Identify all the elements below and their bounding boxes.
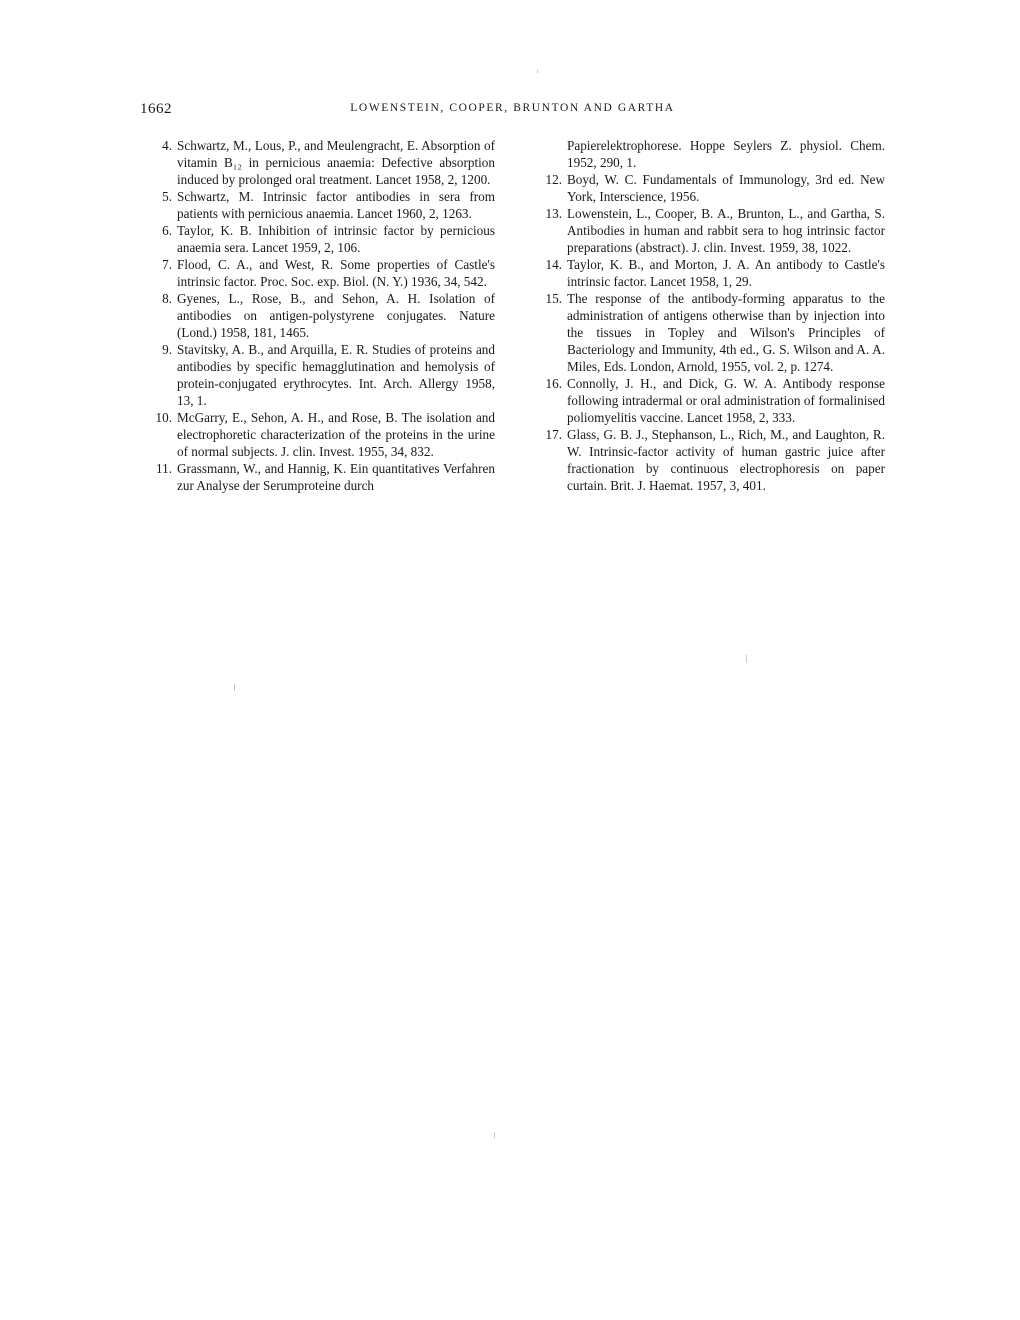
reference-item xyxy=(150,341,495,409)
reference-text: Boyd, W. C. Fundamentals of Immunology, 3rd ed. New York, Interscience, 1956. xyxy=(567,172,885,204)
reference-number: 5. xyxy=(162,189,172,204)
reference-text: Grassmann, W., and Hannig, K. Ein quantitatives Verfahren zur Analyse der Serumproteine durch xyxy=(177,461,495,493)
reference-item xyxy=(150,409,495,460)
reference-text: Schwartz, M. Intrinsic factor antibodies in sera from patients with pernicious anaemia. Lancet 1960, 2, 1263. xyxy=(177,189,495,221)
reference-number: 13. xyxy=(545,206,562,221)
reference-item xyxy=(150,290,495,341)
reference-text: Schwartz, M., Lous, P., and Meulengracht, E. Absorption of vitamin B₁₂ in pernicious anaemia: Defective absorption induced by prolonged oral treatment. Lancet 1958, 2, 1200. xyxy=(177,138,495,187)
reference-number: 9. xyxy=(162,342,172,357)
reference-item xyxy=(540,290,885,375)
scan-speck xyxy=(537,70,538,73)
reference-text: Taylor, K. B., and Morton, J. A. An antibody to Castle's intrinsic factor. Lancet 1958, 1, 29. xyxy=(567,257,885,289)
reference-number: 16. xyxy=(545,376,562,391)
reference-item xyxy=(150,460,495,494)
scan-speck xyxy=(494,1132,495,1138)
reference-text: Stavitsky, A. B., and Arquilla, E. R. Studies of proteins and antibodies by specific hemagglutination and hemolysis of protein-conjugated erythrocytes. Int. Arch. Allergy 1958, 13, 1. xyxy=(177,342,495,408)
reference-item xyxy=(540,205,885,256)
reference-number: 17. xyxy=(545,427,562,442)
reference-text: Flood, C. A., and West, R. Some properties of Castle's intrinsic factor. Proc. Soc. exp. Biol. (N. Y.) 1936, 34, 542. xyxy=(177,257,495,289)
page-number: 1662 xyxy=(140,101,172,117)
scan-speck xyxy=(746,655,747,663)
running-head-authors: LOWENSTEIN, COOPER, BRUNTON AND GARTHA xyxy=(350,102,675,114)
reference-item xyxy=(540,426,885,494)
reference-item xyxy=(150,188,495,222)
reference-number: 10. xyxy=(155,410,172,425)
scan-speck xyxy=(234,684,235,691)
reference-text: Connolly, J. H., and Dick, G. W. A. Antibody response following intradermal or oral administration of formalinised poliomyelitis vaccine. Lancet 1958, 2, 333. xyxy=(567,376,885,425)
reference-item xyxy=(540,256,885,290)
reference-number: 6. xyxy=(162,223,172,238)
reference-text: Taylor, K. B. Inhibition of intrinsic factor by pernicious anaemia sera. Lancet 1959, 2, 106. xyxy=(177,223,495,255)
reference-text: Lowenstein, L., Cooper, B. A., Brunton, L., and Gartha, S. Antibodies in human and rabbit sera to hog intrinsic factor preparations (abstract). J. clin. Invest. 1959, 38, 1022. xyxy=(567,206,885,255)
reference-number: 11. xyxy=(156,461,172,476)
reference-item xyxy=(540,375,885,426)
reference-continuation: Papierelektrophorese. Hoppe Seylers Z. physiol. Chem. 1952, 290, 1. xyxy=(567,138,885,170)
reference-text: Gyenes, L., Rose, B., and Sehon, A. H. Isolation of antibodies on antigen-polystyrene conjugates. Nature (Lond.) 1958, 181, 1465. xyxy=(177,291,495,340)
reference-number: 4. xyxy=(162,138,172,153)
reference-number: 7. xyxy=(162,257,172,272)
reference-number: 14. xyxy=(545,257,562,272)
references-left-column xyxy=(150,137,495,494)
reference-text: Glass, G. B. J., Stephanson, L., Rich, M., and Laughton, R. W. Intrinsic-factor activity of human gastric juice after fractionation by continuous electrophoresis on paper curtain. Brit. J. Haemat. 1957, 3, 401. xyxy=(567,427,885,493)
reference-number: 12. xyxy=(545,172,562,187)
reference-number: 15. xyxy=(545,291,562,306)
reference-item xyxy=(150,222,495,256)
reference-item xyxy=(150,256,495,290)
references-right-column xyxy=(540,137,885,494)
reference-number: 8. xyxy=(162,291,172,306)
reference-item xyxy=(150,137,495,188)
running-head xyxy=(140,101,885,121)
reference-item xyxy=(540,171,885,205)
reference-text: McGarry, E., Sehon, A. H., and Rose, B. The isolation and electrophoretic characterization of the proteins in the urine of normal subjects. J. clin. Invest. 1955, 34, 832. xyxy=(177,410,495,459)
reference-text: The response of the antibody-forming apparatus to the administration of antigens otherwise than by injection into the tissues in Topley and Wilson's Principles of Bacteriology and Immunity, 4th ed., G. S. Wilson and A. A. Miles, Eds. London, Arnold, 1955, vol. 2, p. 1274. xyxy=(567,291,885,374)
